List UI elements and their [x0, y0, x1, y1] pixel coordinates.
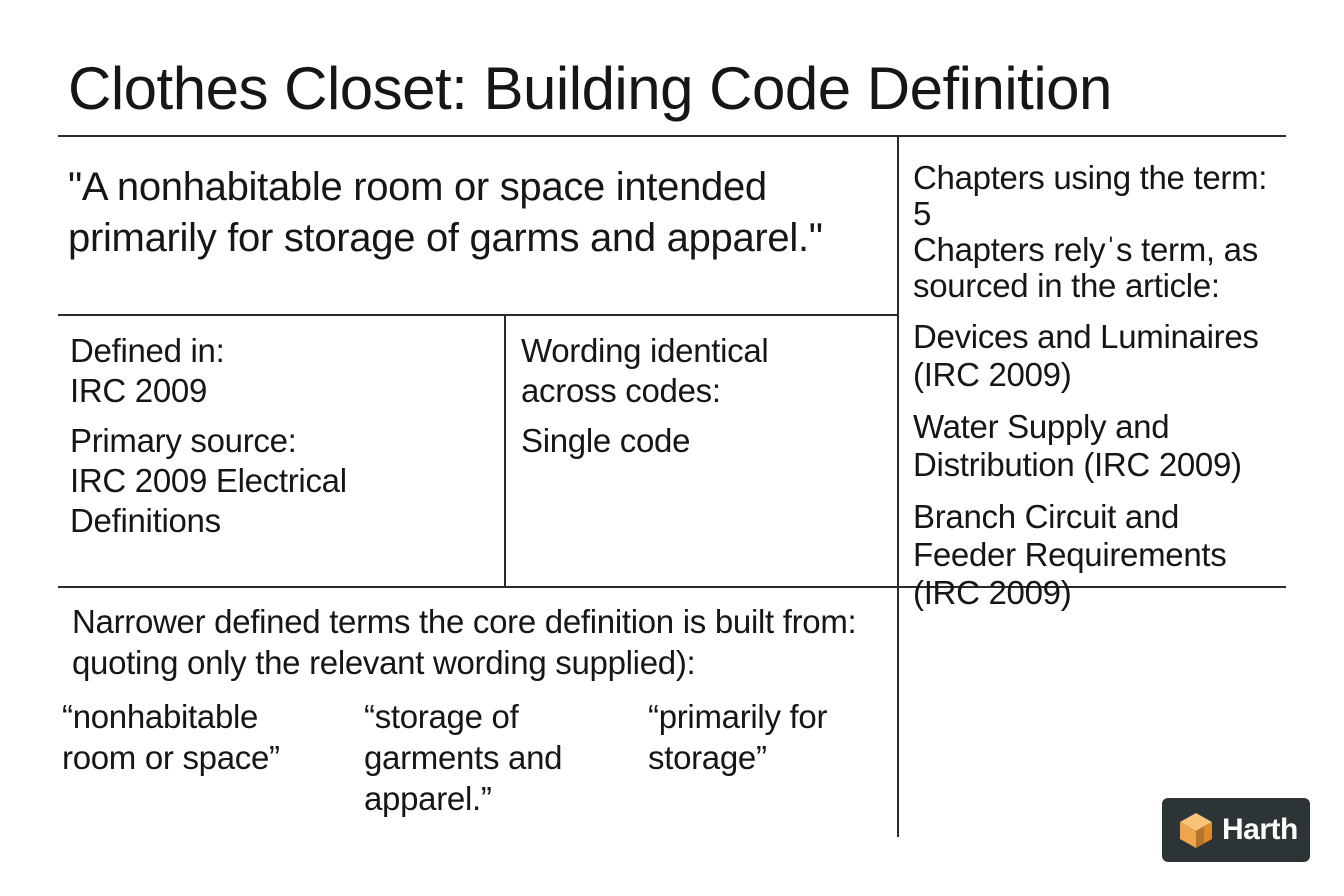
narrower-term: “nonhabitable room or space” — [62, 698, 280, 776]
cube-logo-icon — [1176, 810, 1216, 850]
narrower-term: “storage of garments and apparel.” — [364, 698, 563, 817]
definition-quote: "A nonhabitable room or space intended primarily for storage of garms and apparel." — [68, 165, 823, 260]
wording-value: Single code — [521, 422, 691, 459]
chapters-panel — [913, 160, 1293, 612]
quote-divider — [58, 314, 898, 316]
chapter-item: Water Supply and Distribution (IRC 2009) — [913, 408, 1242, 483]
right-column-divider — [897, 136, 899, 837]
narrower-term: “primarily for storage” — [648, 698, 828, 776]
page-title: Clothes Closet: Building Code Definition — [68, 55, 1112, 122]
wording-cell — [521, 331, 811, 461]
middle-cell-divider — [504, 315, 506, 587]
source-cell — [70, 331, 490, 541]
wording-label: Wording identical across codes: — [521, 332, 769, 409]
chapters-count-label: Chapters using the term: — [913, 159, 1268, 196]
chapters-count-value: 5 — [913, 195, 932, 232]
chapter-item: Devices and Luminaires (IRC 2009) — [913, 318, 1259, 393]
defined-in-value: IRC 2009 — [70, 372, 208, 409]
brand-name: Harth — [1222, 813, 1298, 846]
primary-source-label: Primary source: — [70, 422, 297, 459]
chapter-item: Branch Circuit and Feeder Requirements (IRC 2009) — [913, 498, 1227, 611]
defined-in-label: Defined in: — [70, 332, 225, 369]
chapters-relying-label: Chapters relyˈs term, as sourced in the article: — [913, 231, 1258, 304]
narrower-terms-heading: Narrower defined terms the core definition is built from: quoting only the relevant wording supplied): — [72, 603, 857, 681]
brand-badge — [1162, 798, 1310, 862]
primary-source-value: IRC 2009 Electrical Definitions — [70, 462, 347, 539]
title-divider — [58, 135, 1286, 137]
